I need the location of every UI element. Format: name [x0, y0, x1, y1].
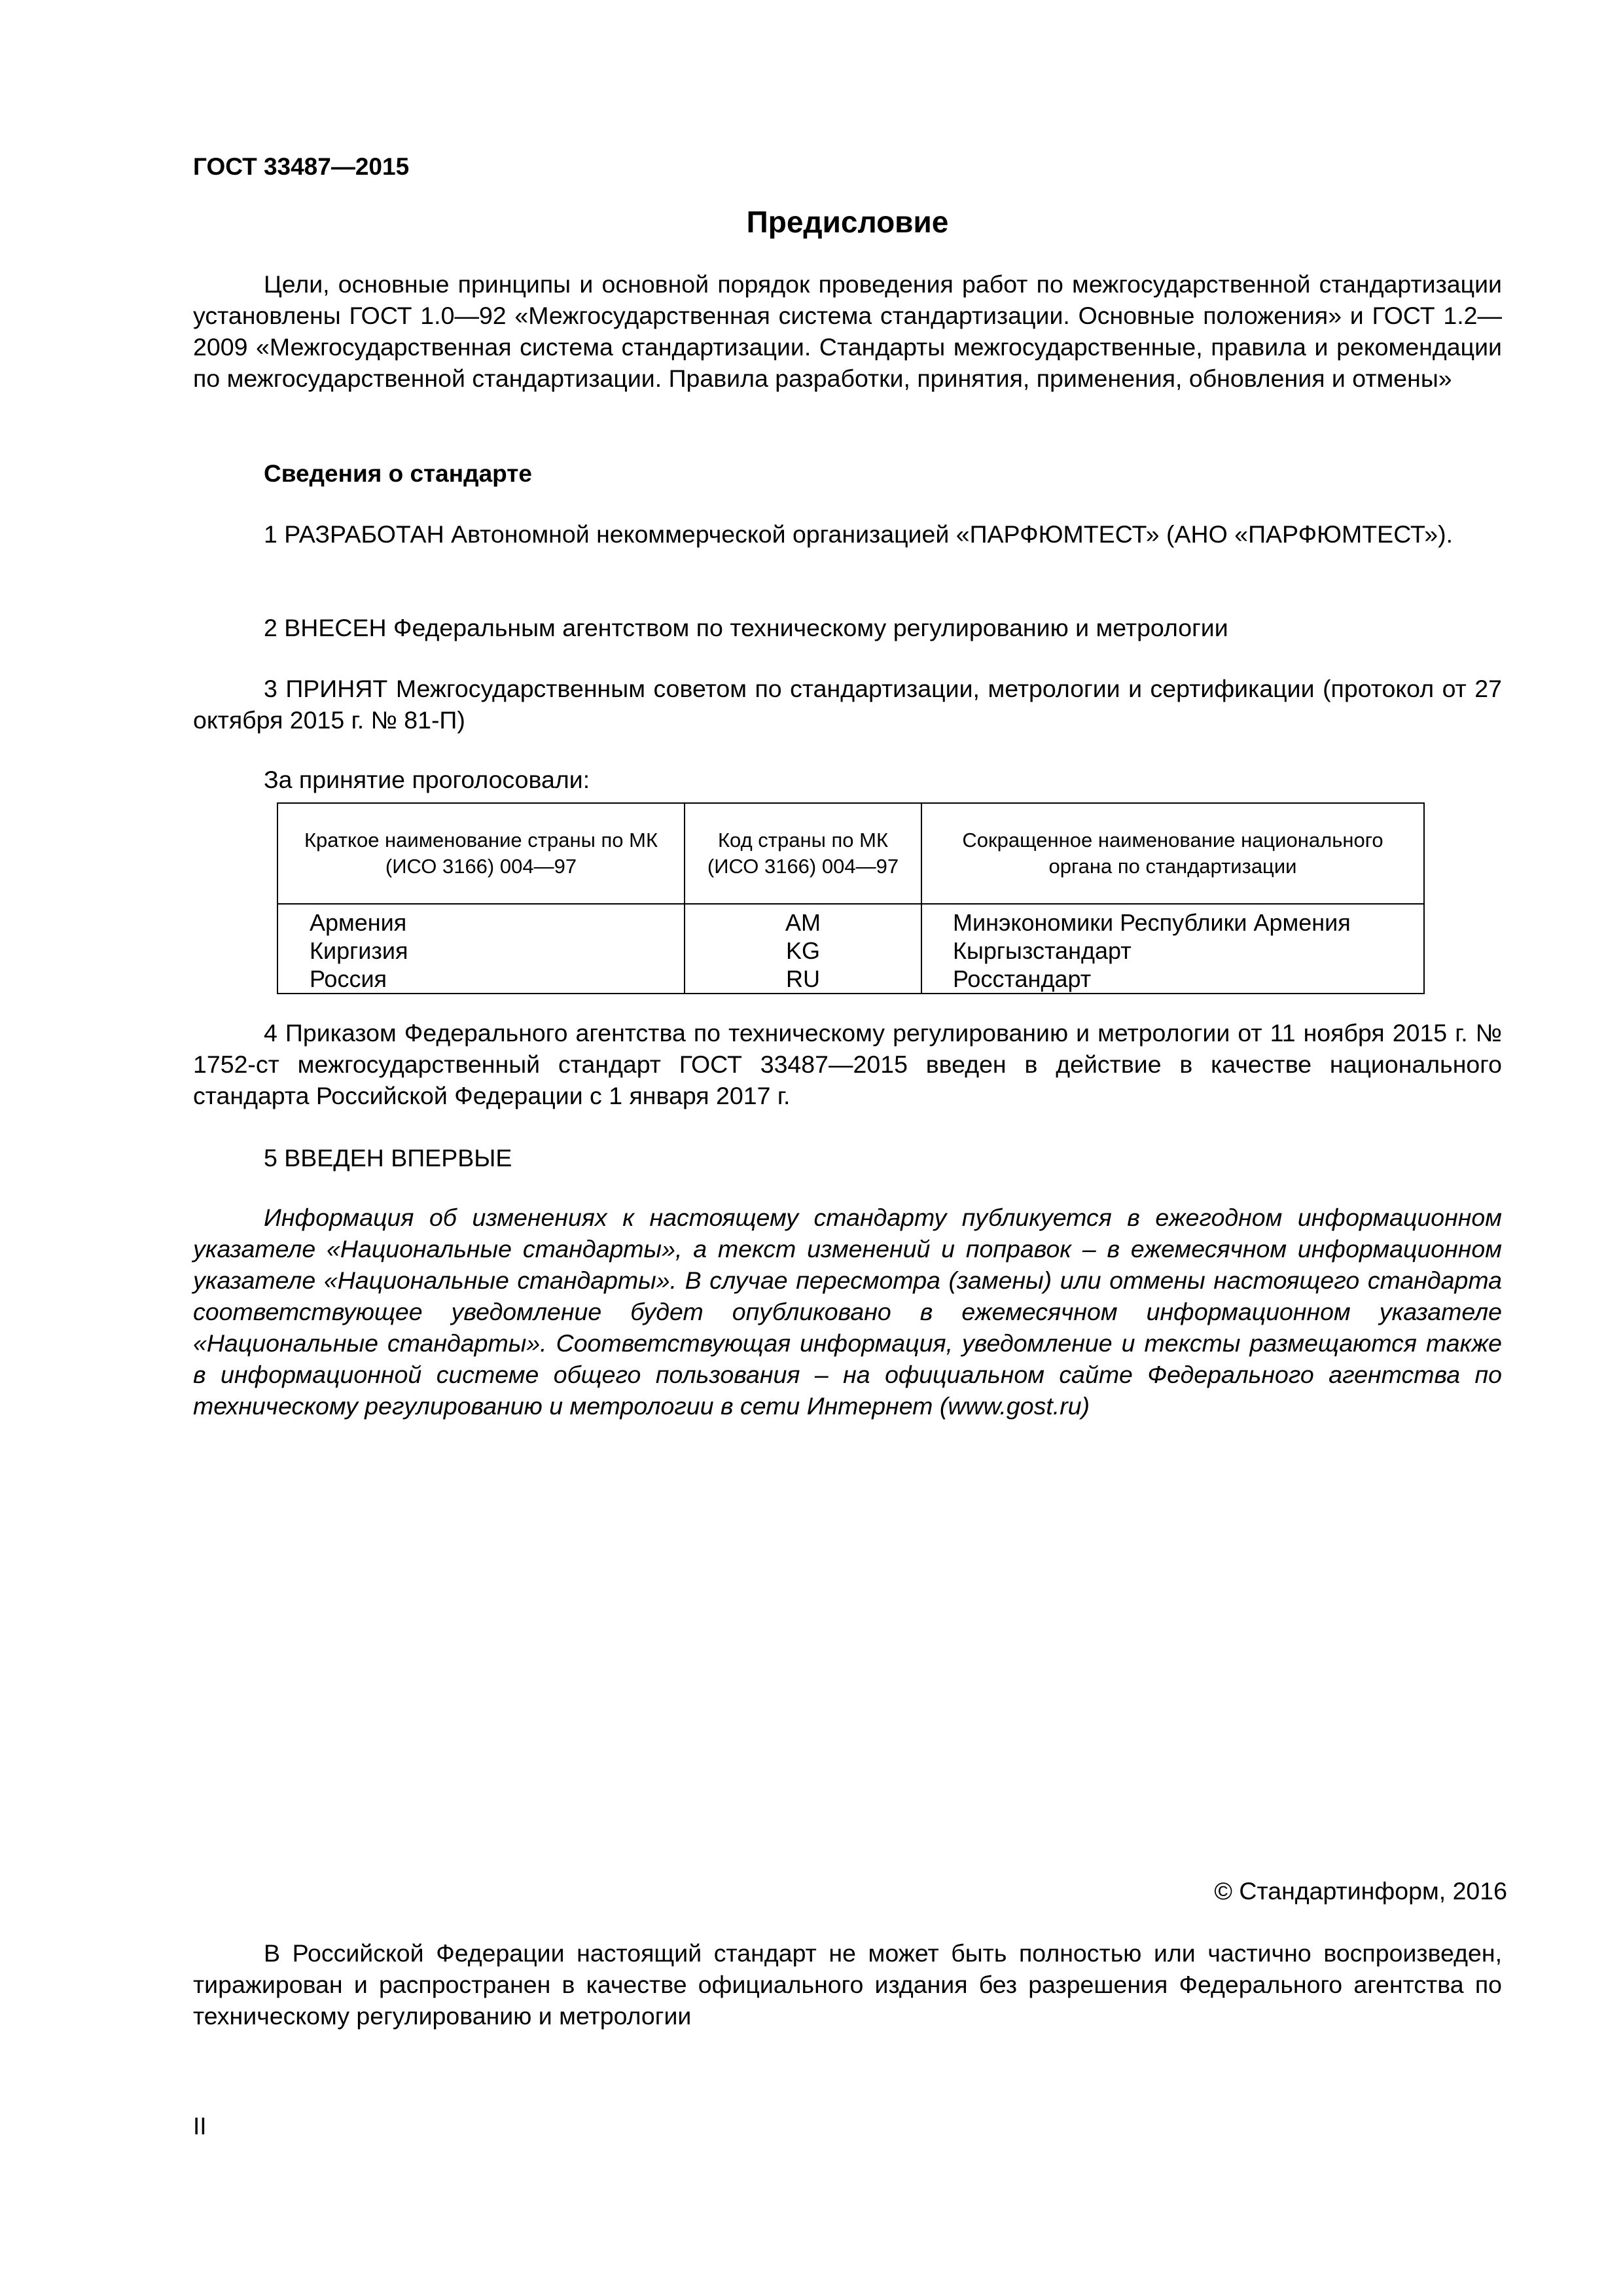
table-cell-country: Киргизия — [277, 937, 685, 965]
table-header-row — [277, 803, 1424, 904]
page-title: Предисловие — [746, 205, 949, 239]
copyright-notice: © Стандартинформ, 2016 — [1214, 1877, 1507, 1905]
reproduction-notice: В Российской Федерации настоящий стандарт не может быть полностью или частично воспроизведен, тиражирован и распространен в качестве официального издания без разрешения Федерального агентства по техническому регулированию и метрологии — [193, 1939, 1502, 2030]
table-row — [277, 965, 1424, 994]
item-3-adopted: 3 ПРИНЯТ Межгосударственным советом по стандартизации, метрологии и сертификации (протокол от 27 октября 2015 г. № 81-П) — [193, 675, 1502, 734]
table-header-code: Код страны по МК (ИСО 3166) 004—97 — [685, 803, 921, 904]
table-cell-code: AM — [685, 904, 921, 937]
item-1-developed: 1 РАЗРАБОТАН Автономной некоммерческой организацией «ПАРФЮМТЕСТ» (АНО «ПАРФЮМТЕСТ»). — [264, 520, 1454, 548]
info-heading: Сведения о стандарте — [264, 460, 532, 487]
table-header-body: Сокращенное наименование национального органа по стандартизации — [921, 803, 1424, 904]
item-4-order: 4 Приказом Федерального агентства по техническому регулированию и метрологии от 11 ноября 2015 г. № 1752-ст межгосударственный стандарт ГОСТ 33487—2015 введен в действие в качестве национального стандарта Российской Федерации с 1 января 2017 г. — [193, 1019, 1502, 1109]
voting-table — [277, 802, 1425, 994]
changes-information: Информация об изменениях к настоящему стандарту публикуется в ежегодном информационном указателе «Национальные стандарты», а текст изменений и поправок – в ежемесячном информационном указателе «Национальные стандарты». В случае пересмотра (замены) или отмены настоящего стандарта соответствующее уведомление будет опубликовано в ежемесячном информационном указателе «Национальные стандарты». Соответствующая информация, уведомление и тексты размещаются также в информационной системе общего пользования – на официальном сайте Федерального агентства по техническому регулированию и метрологии в сети Интернет (www.gost.ru) — [193, 1204, 1502, 1420]
table-cell-code: KG — [685, 937, 921, 965]
item-5-introduced: 5 ВВЕДЕН ВПЕРВЫЕ — [264, 1144, 512, 1172]
table-cell-code: RU — [685, 965, 921, 994]
table-cell-country: Россия — [277, 965, 685, 994]
document-code: ГОСТ 33487—2015 — [193, 153, 410, 180]
table-cell-body: Росстандарт — [921, 965, 1424, 994]
table-row — [277, 937, 1424, 965]
page-number: II — [193, 2113, 207, 2140]
table-header-country: Краткое наименование страны по МК (ИСО 3166) 004—97 — [277, 803, 685, 904]
voted-label: За принятие проголосовали: — [264, 766, 590, 793]
item-2-submitted: 2 ВНЕСЕН Федеральным агентством по техническому регулированию и метрологии — [264, 614, 1228, 641]
intro-paragraph: Цели, основные принципы и основной порядок проведения работ по межгосударственной стандартизации установлены ГОСТ 1.0—92 «Межгосударственная система стандартизации. Основные положения» и ГОСТ 1.2—2009 «Межгосударственная система стандартизации. Стандарты межгосударственные, правила и рекомендации по межгосударственной стандартизации. Правила разработки, принятия, применения, обновления и отмены» — [193, 270, 1502, 392]
table-cell-body: Минэкономики Республики Армения — [921, 904, 1424, 937]
table-cell-body: Кыргызстандарт — [921, 937, 1424, 965]
table-cell-country: Армения — [277, 904, 685, 937]
table-row — [277, 904, 1424, 937]
